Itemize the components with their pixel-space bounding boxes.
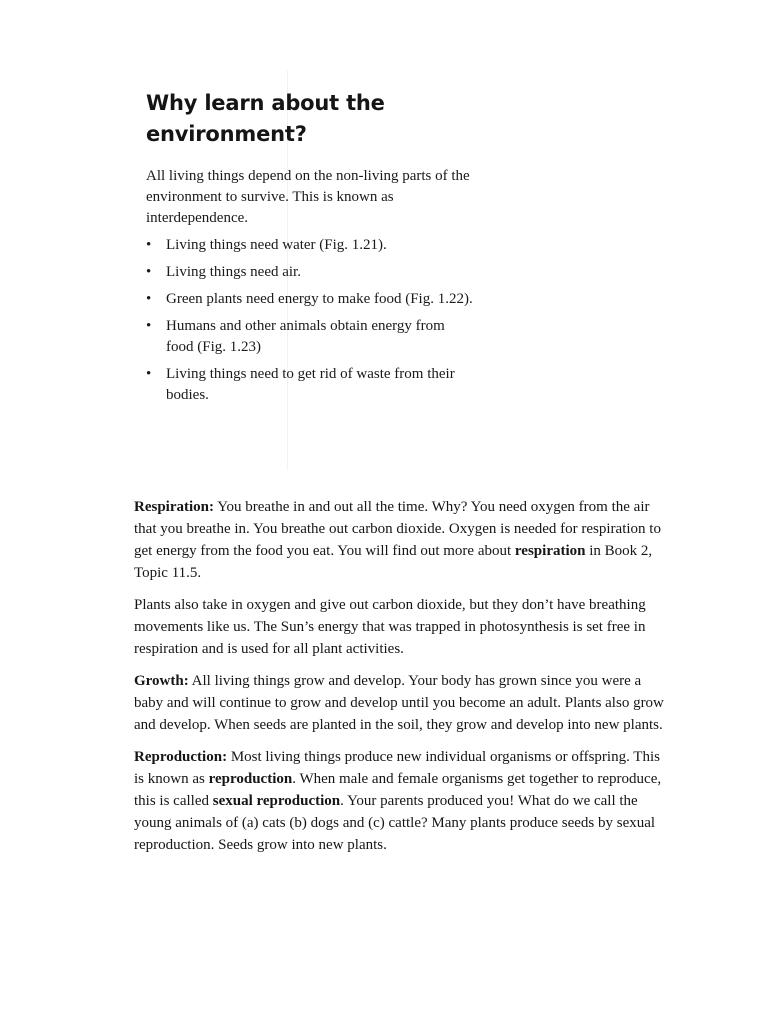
reproduction-text-2: . When male and female organisms get together to reproduce, this is called xyxy=(134,771,662,809)
list-item-text: Living things need water (Fig. 1.21). xyxy=(166,237,387,253)
bullet-marker: • xyxy=(146,366,152,382)
plants-respiration-paragraph: Plants also take in oxygen and give out carbon dioxide, but they don’t have breathing movements like us. The Sun’s energy that was trapped in photosynthesis is set free in respiration and is used for all plant activities. xyxy=(134,597,646,657)
list-item xyxy=(146,316,476,358)
reproduction-text-3: . Your parents produced you! What do we call the young animals of (a) cats (b) dogs and (c) cattle? Many plants produce seeds by sexual reproduction. Seeds grow into new plants. xyxy=(134,793,656,853)
section-heading xyxy=(146,88,476,150)
list-item xyxy=(146,262,476,283)
growth-text: All living things grow and develop. Your body has grown since you were a baby and will continue to grow and develop until you become an adult. Plants also grow and develop. When seeds are planted in the soil, they grow and develop into new plants. xyxy=(134,673,664,733)
respiration-text-1: You breathe in and out all the time. Why? You need oxygen from the air that you breathe in. You breathe out carbon dioxide. Oxygen is needed for respiration to get energy from the food you eat. You will find out more about xyxy=(134,499,661,559)
bullet-marker: • xyxy=(146,264,152,280)
reproduction-text-1: Most living things produce new individual organisms or offspring. This is known as xyxy=(134,749,660,787)
list-item-text: Green plants need energy to make food (Fig. 1.22). xyxy=(166,291,473,307)
growth-paragraph xyxy=(134,670,664,736)
respiration-term: respiration xyxy=(514,543,586,559)
reproduction-term: reproduction xyxy=(208,771,293,787)
respiration-label: Respiration: xyxy=(134,499,214,515)
respiration-text-2: in Book 2, Topic 11.5. xyxy=(134,543,653,581)
bullet-marker: • xyxy=(146,291,152,307)
intro-paragraph: All living things depend on the non-living parts of the environment to survive. This is known as interdependence. xyxy=(146,168,470,226)
bullet-marker: • xyxy=(146,318,152,334)
list-item-text: Living things need air. xyxy=(166,264,301,280)
needs-list xyxy=(146,235,476,406)
list-item-text: Humans and other animals obtain energy from food (Fig. 1.23) xyxy=(166,318,445,355)
life-processes-section xyxy=(134,496,664,866)
growth-label: Growth: xyxy=(134,673,189,689)
list-item xyxy=(146,364,476,406)
list-item xyxy=(146,289,476,310)
reproduction-label: Reproduction: xyxy=(134,749,228,765)
reproduction-paragraph xyxy=(134,746,664,856)
environment-section xyxy=(146,88,476,412)
section-heading-line-2: environment? xyxy=(146,122,307,146)
respiration-paragraph xyxy=(134,496,664,584)
bullet-marker: • xyxy=(146,237,152,253)
section-heading-line-1: Why learn about the xyxy=(146,91,385,115)
list-item-text: Living things need to get rid of waste from their bodies. xyxy=(166,366,455,403)
list-item xyxy=(146,235,476,256)
sexual-reproduction-term: sexual reproduction xyxy=(212,793,341,809)
